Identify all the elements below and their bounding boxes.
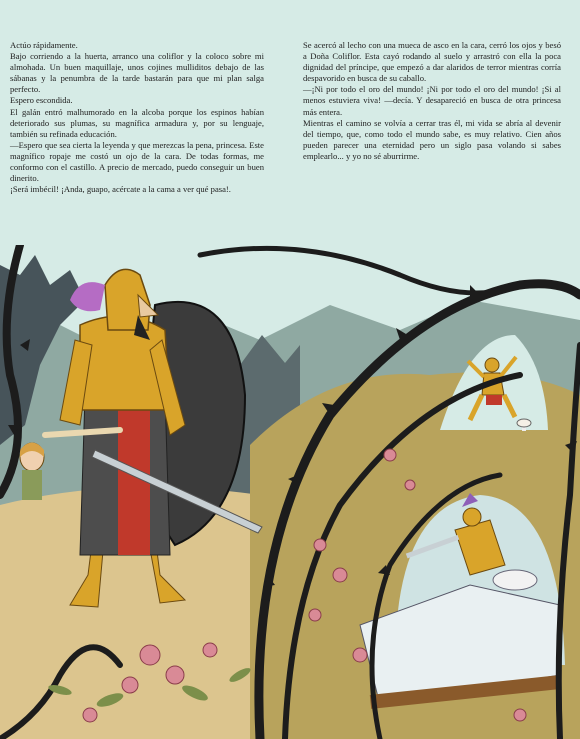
illustration — [0, 245, 580, 739]
paragraph: Se acercó al lecho con una mueca de asco en la cara, cerró los ojos y besó a Doña Coliflor. Esta cayó rodando al suelo y arrastró con ella la poca dignidad del príncipe, que empezó a dar alaridos de terror mientras corría despavorido en busca de su caballo. — [303, 40, 561, 84]
bed-pillow — [493, 570, 537, 590]
paragraph: —¡Ni por todo el oro del mundo! ¡Ni por todo el oro del mundo! ¡Si al menos estuviera viva! —decía. Y desapareció en busca de otra princesa más entera. — [303, 84, 561, 117]
paragraph: Espero escondida. — [10, 95, 73, 106]
illustration-svg — [0, 245, 580, 739]
story-text — [0, 0, 580, 245]
paragraph: Actúo rápidamente. — [10, 40, 78, 50]
text-column-right — [303, 40, 561, 162]
paragraph: Bajo corriendo a la huerta, arranco una coliflor y la coloco sobre mi almohada. Un buen maquillaje, unos cojines mulliditos debajo de las sábanas y la penumbra de la tarde bastarán para que mi plan salga perfecto. — [10, 51, 264, 95]
paragraph: —Espero que sea cierta la leyenda y que merezcas la pena, princesa. Este magnífico ropaje me costó un ojo de la cara. De todas formas, me conformo con el castillo. A precio de mercado, puedo conseguir un buen dinerito. — [10, 139, 264, 184]
girl-peeking — [20, 443, 44, 501]
paragraph: Mientras el camino se volvía a cerrar tras él, mi vida se abría al devenir del tiempo, que, como todo el mundo sabe, es muy relativo. Cien años pueden parecer una eternidad pero un siglo pasa volando si sabes emplearlo... y yo no sé aburrirme. — [303, 117, 561, 161]
paragraph: ¡Será imbécil! ¡Anda, guapo, acércate a la cama a ver qué pasa!. — [10, 184, 231, 195]
paragraph: El galán entró malhumorado en la alcoba porque los espinos habían deteriorado sus plumas, su magnífica armadura y, por su lenguaje, también su refinada educación. — [10, 106, 264, 139]
text-column-left — [10, 40, 264, 195]
